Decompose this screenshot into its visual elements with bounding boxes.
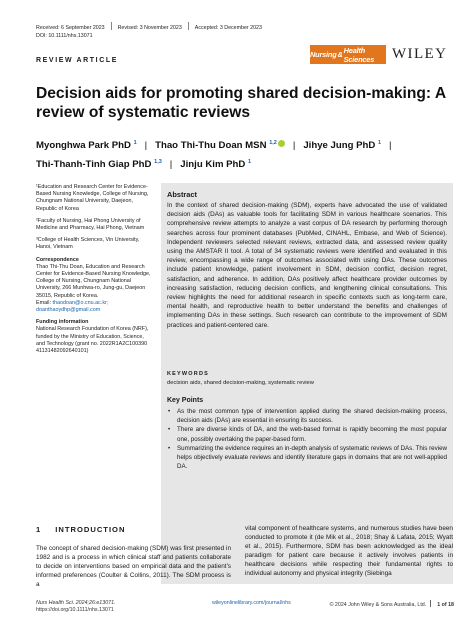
funding-text: National Research Foundation of Korea (NRF), funded by the Ministry of Education, Science, and Technology (grant no. 2022R1A2C100390 41131482092640101) <box>36 326 149 355</box>
author[interactable]: Myonghwa Park PhD $^1$ <box>36 140 137 152</box>
intro-column-1: The concept of shared decision-making (SDM) was first presented in 1982 and is a process in which clinical staff and patients collaborate to decide on interventions based on empirical data and the patient's informed preferences (Coulter & Collins, 2011). The SDM process is a <box>36 545 231 589</box>
article-dates <box>36 22 262 31</box>
key-point: • As the most common type of intervention applied during the shared decision-making process, decision aids (DAs) are essential in ensuring its success. <box>167 407 447 425</box>
correspondence-text: Thao Thi-Thu Doan, Education and Research Center for Evidence-Based Nursing Knowledge, College of Nursing, Chungnam National University, 266 Munhwa-ro, Jung-gu, Daejeon 35015, Republic of Korea. Email: thaodoan@o.cnu.ac.kr; doanthaoydhp@gmail.com <box>36 263 151 314</box>
section-heading <box>36 525 125 534</box>
author[interactable]: Jihye Jung PhD $^1$ <box>303 140 382 152</box>
journal-logo-left: Nursing <box>310 50 337 59</box>
author[interactable]: Thao Thi-Thu Doan MSN $^{1,2}$ <box>155 140 285 151</box>
affiliation: ³College of Health Sciences, Vin University, Hanoi, Vietnam <box>36 237 140 251</box>
footer-citation: Nurs Health Sci. 2024;26:e13071. https://doi.org/10.1111/nhs.13071 <box>36 600 116 613</box>
page-number: 1 of 18 <box>437 602 454 608</box>
correspondence-email[interactable]: thaodoan@o.cnu.ac.kr; doanthaoydhp@gmail.com <box>36 299 109 314</box>
affiliation: ¹Education and Research Center for Evidence-Based Nursing Knowledge, College of Nursing, Chungnam National University, Daejeon, Republic of Korea <box>36 184 149 212</box>
author[interactable]: Jinju Kim PhD $^1$ <box>180 159 252 171</box>
footer-copyright: © 2024 John Wiley & Sons Australia, Ltd. <box>329 602 427 608</box>
footer-journal-url[interactable]: wileyonlinelibrary.com/journal/nhs <box>212 600 291 606</box>
section-number: 1 <box>36 525 42 534</box>
journal-logo[interactable] <box>310 45 386 64</box>
footer-doi-link[interactable]: https://doi.org/10.1111/nhs.13071 <box>36 607 114 613</box>
author[interactable]: Thi-Thanh-Tinh Giap PhD $^{1,3}$ <box>36 159 162 171</box>
journal-logo-amp: & <box>337 50 343 59</box>
divider <box>430 600 431 607</box>
orcid-icon[interactable] <box>278 140 285 147</box>
key-points-heading: Key Points <box>167 397 204 404</box>
affiliation: ²Faculty of Nursing, Hai Phong University of Medicine and Pharmacy, Hai Phong, Vietnam <box>36 217 145 232</box>
footer-right <box>330 600 454 608</box>
abstract-heading: Abstract <box>167 190 197 199</box>
divider <box>111 22 112 30</box>
article-doi[interactable]: DOI: 10.1111/nhs.13071 <box>36 33 93 39</box>
article-type: REVIEW ARTICLE <box>36 57 119 64</box>
divider <box>188 22 189 30</box>
key-point: • Summarizing the evidence requires an in-depth analysis of systematic reviews of DAs. This review helps objectively evaluate reviews and identify literature gaps in domains that are not well-applied DA. <box>167 444 447 472</box>
accepted-date: Accepted: 3 December 2023 <box>194 25 262 31</box>
revised-date: Revised: 3 November 2023 <box>117 25 182 31</box>
intro-column-2: vital component of healthcare systems, and numerous studies have been conducted to promote it (de Mik et al., 2018; Shay & Lafata, 2015; Wyatt et al., 2015). Furthermore, SDM has been acknowledged as the ideal paradigm for patient care because it actively involves patients in healthcare decisions while respecting their fundamental rights to individual autonomy and physical integrity (Siebinga <box>245 525 453 578</box>
correspondence-heading: Correspondence <box>36 256 79 263</box>
keywords-text: decision aids, shared decision-making, systematic review <box>167 380 314 386</box>
key-points-list <box>167 407 447 471</box>
key-point: • There are diverse kinds of DA, and the web-based format is rapidly becoming the most popular one, possibly overtaking the paper-based form. <box>167 425 447 443</box>
abstract-text: In the context of shared decision-making (SDM), experts have advocated the use of validated decision aids (DAs) as valuable tools for facilitating SDM in various healthcare scenarios. This comprehensive review attempts to analyze a vast corpus of DA research by performing thorough searches across four prominent databases (PubMed, CINAHL, Embase, and Web of Science). Independent reviewers selected relevant reviews, extracted data, and assessed review quality using the AMSTAR II tool. A total of 34 systematic reviews were identified and evaluated in this review, encompassing a wide range of outcomes associated with using DAs. These outcomes include patient knowledge, patient involvement in SDM, decision conflict, decision regret, satisfaction, and adherence. In addition, DAs positively affect healthcare provider outcomes by increasing satisfaction, reducing decision conflicts, and lengthening clinical consultations. This review highlights the need for additional research in specific contexts such as long-term care, mental health, and reproductive health to better understand the benefits and challenges of implementing DAs in these settings. Such research can contribute to the improvement of SDM practices and patient-centered care. <box>167 202 447 329</box>
received-date: Received: 6 September 2023 <box>36 25 105 31</box>
funding-heading: Funding information <box>36 319 89 326</box>
article-title: Decision aids for promoting shared decision-making: A review of systematic reviews <box>36 85 446 121</box>
publisher-logo[interactable]: WILEY <box>392 46 448 62</box>
article-info-column <box>36 184 154 360</box>
section-title: INTRODUCTION <box>55 525 126 534</box>
author-list: Myonghwa Park PhD $^1$ | Thao Thi-Thu Doan MSN $^{1,2}$ | Jihye Jung PhD $^1$ | Thi-Thanh-Tinh Giap PhD $^{1,3}$ | Jinju Kim PhD $^1$ <box>36 140 392 171</box>
keywords-heading: KEYWORDS <box>167 371 209 377</box>
journal-logo-right: Health Sciences <box>343 45 375 64</box>
